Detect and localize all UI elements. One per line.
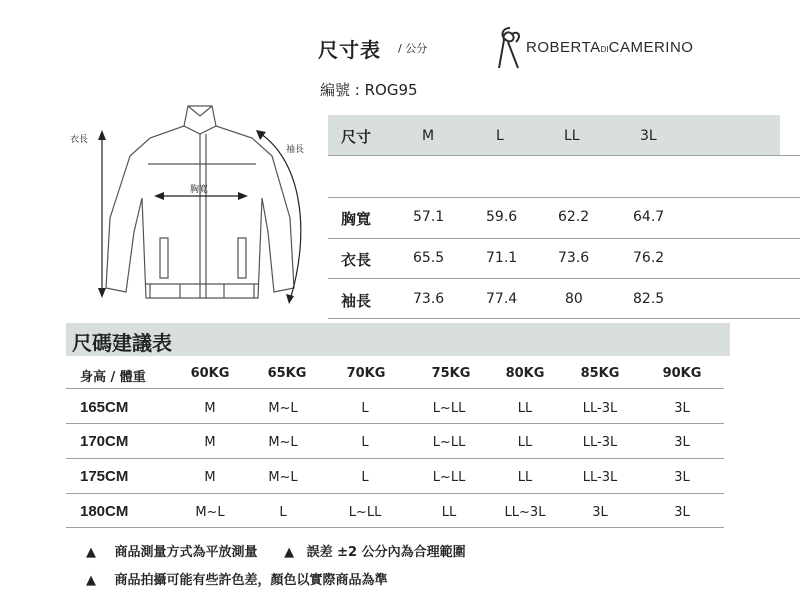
recommendation-cell: LL~3L (504, 505, 546, 520)
recommendation-cell: M (204, 401, 216, 416)
brand-name (526, 39, 693, 56)
triangle-bullet-icon: ▲ (86, 545, 96, 560)
recommendation-cell: LL (441, 505, 457, 520)
note-tolerance: 誤差 ±2 公分內為合理範圍 (306, 545, 466, 560)
recommendation-cell: L (361, 401, 369, 416)
recommendation-cell: M (204, 435, 216, 450)
size-cell: 77.4 (486, 291, 518, 307)
recommendation-cell: LL (517, 401, 533, 416)
weight-column-header: 90KG (662, 366, 702, 381)
size-table-header-band (328, 115, 780, 155)
height-row-label: 180CM (80, 503, 129, 520)
recommendation-cell: 3L (674, 401, 690, 416)
recommendation-cell: 3L (674, 470, 690, 485)
weight-column-header: 60KG (190, 366, 230, 381)
size-cell: 65.5 (413, 250, 445, 266)
height-row-label: 175CM (80, 468, 129, 485)
sleeve-label: 袖長 (286, 145, 305, 155)
note-color: 商品拍攝可能有些許色差，顏色以實際商品為準 (114, 573, 388, 588)
height-row-label: 165CM (80, 399, 129, 416)
note-line-2 (86, 569, 388, 588)
size-table-rule (328, 278, 800, 279)
size-row-label: 衣長 (341, 251, 372, 269)
recommendation-cell: M~L (195, 505, 225, 520)
brand-name-right: CAMERINO (608, 39, 694, 56)
corner-label: 身高 / 體重 (80, 370, 146, 385)
note-measure: 商品測量方式為平放測量 (114, 545, 258, 560)
recommendation-cell: L~LL (348, 505, 382, 520)
recommendation-rule (66, 423, 724, 424)
size-cell: 71.1 (486, 250, 518, 266)
recommendation-cell: 3L (674, 505, 690, 520)
size-table-rule (328, 197, 800, 198)
size-column-header: L (496, 128, 504, 144)
brand-emblem-icon (496, 24, 526, 72)
recommendation-title: 尺碼建議表 (72, 331, 172, 355)
weight-column-header: 75KG (431, 366, 471, 381)
recommendation-cell: M (204, 470, 216, 485)
recommendation-cell: LL-3L (582, 470, 618, 485)
recommendation-cell: 3L (674, 435, 690, 450)
size-row-label: 袖長 (341, 292, 372, 310)
weight-column-header: 85KG (580, 366, 620, 381)
brand-name-left: ROBERTA (526, 39, 601, 56)
size-table-rule (328, 155, 800, 156)
jacket-diagram (60, 98, 322, 312)
size-cell: 73.6 (558, 250, 590, 266)
length-label: 衣長 (70, 135, 89, 145)
recommendation-cell: M~L (268, 401, 298, 416)
recommendation-cell: M~L (268, 470, 298, 485)
size-cell: 73.6 (413, 291, 445, 307)
recommendation-rule (66, 458, 724, 459)
weight-column-header: 70KG (346, 366, 386, 381)
size-table-rule (328, 318, 800, 319)
size-cell: 80 (565, 291, 583, 307)
brand-logo (496, 24, 726, 72)
size-cell: 82.5 (633, 291, 665, 307)
size-table-header-label: 尺寸 (341, 128, 372, 146)
chest-label: 胸寬 (190, 185, 209, 195)
note-line-1 (86, 541, 466, 560)
size-cell: 57.1 (413, 209, 445, 225)
recommendation-cell: 3L (592, 505, 608, 520)
size-cell: 59.6 (486, 209, 518, 225)
page-title: 尺寸表 (318, 38, 381, 62)
recommendation-cell: L~LL (432, 470, 466, 485)
size-cell: 64.7 (633, 209, 665, 225)
recommendation-cell: L (361, 435, 369, 450)
recommendation-rule (66, 388, 724, 389)
recommendation-cell: L~LL (432, 435, 466, 450)
weight-column-header: 65KG (267, 366, 307, 381)
jacket-outline-icon (60, 98, 322, 312)
recommendation-cell: L (279, 505, 287, 520)
size-cell: 62.2 (558, 209, 590, 225)
recommendation-cell: LL (517, 435, 533, 450)
recommendation-rule (66, 493, 724, 494)
recommendation-cell: M~L (268, 435, 298, 450)
recommendation-cell: LL-3L (582, 435, 618, 450)
recommendation-cell: LL-3L (582, 401, 618, 416)
weight-column-header: 80KG (505, 366, 545, 381)
recommendation-cell: L (361, 470, 369, 485)
unit-label: / 公分 (398, 42, 428, 55)
triangle-bullet-icon: ▲ (284, 545, 295, 560)
recommendation-cell: L~LL (432, 401, 466, 416)
triangle-bullet-icon: ▲ (86, 573, 96, 588)
product-code: 編號 : ROG95 (320, 81, 418, 99)
size-cell: 76.2 (633, 250, 665, 266)
recommendation-cell: LL (517, 470, 533, 485)
size-column-header: 3L (640, 128, 657, 144)
size-column-header: M (422, 128, 435, 144)
size-table-rule (328, 238, 800, 239)
size-row-label: 胸寬 (341, 210, 372, 228)
recommendation-rule (66, 527, 724, 528)
size-column-header: LL (564, 128, 580, 144)
height-row-label: 170CM (80, 433, 129, 450)
brand-name-di: DI (600, 45, 609, 54)
